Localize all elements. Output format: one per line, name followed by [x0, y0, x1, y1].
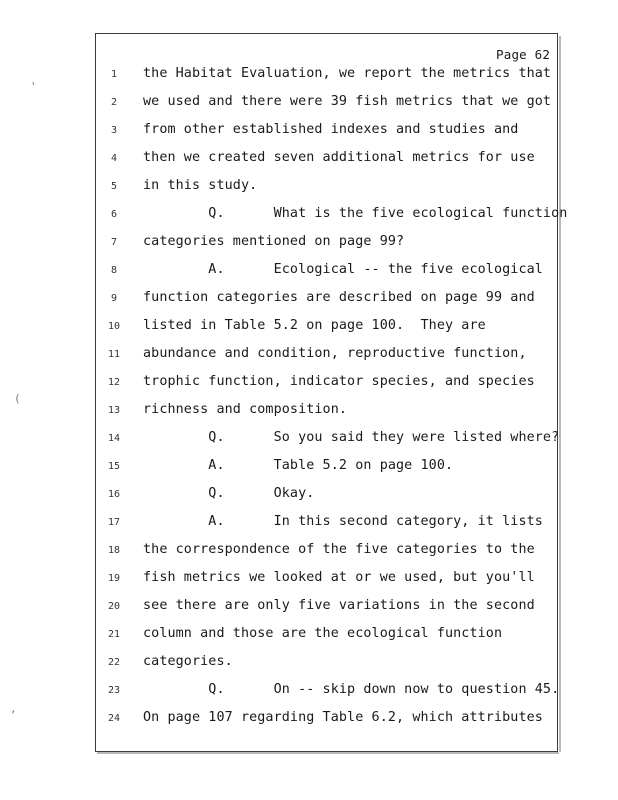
line-number: 5	[110, 181, 118, 192]
line-number: 15	[107, 461, 121, 472]
transcript-line	[0, 426, 618, 454]
transcript-line	[0, 118, 618, 146]
line-text: Q. Okay.	[143, 486, 315, 501]
line-text: the correspondence of the five categories to the	[143, 542, 535, 557]
line-number: 24	[107, 713, 121, 724]
line-number: 13	[107, 405, 121, 416]
line-text: fish metrics we looked at or we used, but you'll	[143, 570, 535, 585]
line-text: A. Ecological -- the five ecological	[143, 262, 543, 277]
line-text: On page 107 regarding Table 6.2, which attributes	[143, 710, 543, 725]
line-text: Q. What is the five ecological function	[143, 206, 568, 221]
line-number: 1	[110, 69, 118, 80]
transcript-line	[0, 370, 618, 398]
transcript-line	[0, 342, 618, 370]
line-text: categories.	[143, 654, 233, 669]
transcript-line	[0, 174, 618, 202]
transcript-line	[0, 398, 618, 426]
transcript-line	[0, 678, 618, 706]
transcript-line	[0, 90, 618, 118]
line-text: listed in Table 5.2 on page 100. They are	[143, 318, 486, 333]
line-text: richness and composition.	[143, 402, 348, 417]
line-number: 4	[110, 153, 118, 164]
transcript-line	[0, 230, 618, 258]
transcript-line	[0, 622, 618, 650]
scan-mark: '	[30, 80, 37, 93]
line-number: 2	[110, 97, 118, 108]
line-text: function categories are described on page 99 and	[143, 290, 535, 305]
line-number: 6	[110, 209, 118, 220]
line-text: trophic function, indicator species, and species	[143, 374, 535, 389]
line-text: then we created seven additional metrics for use	[143, 150, 535, 165]
line-number: 8	[110, 265, 118, 276]
line-number: 16	[107, 489, 121, 500]
line-number: 3	[110, 125, 118, 136]
line-number: 20	[107, 601, 121, 612]
line-text: the Habitat Evaluation, we report the metrics that	[143, 66, 552, 81]
line-number: 21	[107, 629, 121, 640]
scan-mark: ,	[10, 702, 17, 715]
line-number: 10	[107, 321, 121, 332]
transcript-line	[0, 510, 618, 538]
line-text: from other established indexes and studies and	[143, 122, 519, 137]
transcript-line	[0, 538, 618, 566]
line-text: see there are only five variations in the second	[143, 598, 535, 613]
line-number: 12	[107, 377, 121, 388]
transcript-line	[0, 706, 618, 734]
transcript-line	[0, 314, 618, 342]
scan-mark: (	[14, 392, 21, 405]
transcript-line	[0, 454, 618, 482]
line-text: in this study.	[143, 178, 258, 193]
line-number: 19	[107, 573, 121, 584]
page-number: Page 62	[496, 47, 551, 62]
line-text: column and those are the ecological function	[143, 626, 503, 641]
line-text: categories mentioned on page 99?	[143, 234, 405, 249]
transcript-line	[0, 566, 618, 594]
line-number: 22	[107, 657, 121, 668]
line-number: 9	[110, 293, 118, 304]
line-text: abundance and condition, reproductive function,	[143, 346, 527, 361]
line-number: 23	[107, 685, 121, 696]
page-edge-shadow-bottom	[97, 752, 559, 754]
transcript-line	[0, 482, 618, 510]
line-text: A. Table 5.2 on page 100.	[143, 458, 454, 473]
line-text: we used and there were 39 fish metrics that we got	[143, 94, 552, 109]
transcript-line	[0, 62, 618, 90]
line-text: Q. So you said they were listed where?	[143, 430, 560, 445]
transcript-line	[0, 258, 618, 286]
line-text: A. In this second category, it lists	[143, 514, 543, 529]
transcript-line	[0, 146, 618, 174]
transcript-line	[0, 650, 618, 678]
transcript-line	[0, 594, 618, 622]
line-number: 11	[107, 349, 121, 360]
line-number: 18	[107, 545, 121, 556]
line-number: 14	[107, 433, 121, 444]
line-number: 7	[110, 237, 118, 248]
transcript-line	[0, 286, 618, 314]
line-number: 17	[107, 517, 121, 528]
transcript-line	[0, 202, 618, 230]
line-text: Q. On -- skip down now to question 45.	[143, 682, 560, 697]
